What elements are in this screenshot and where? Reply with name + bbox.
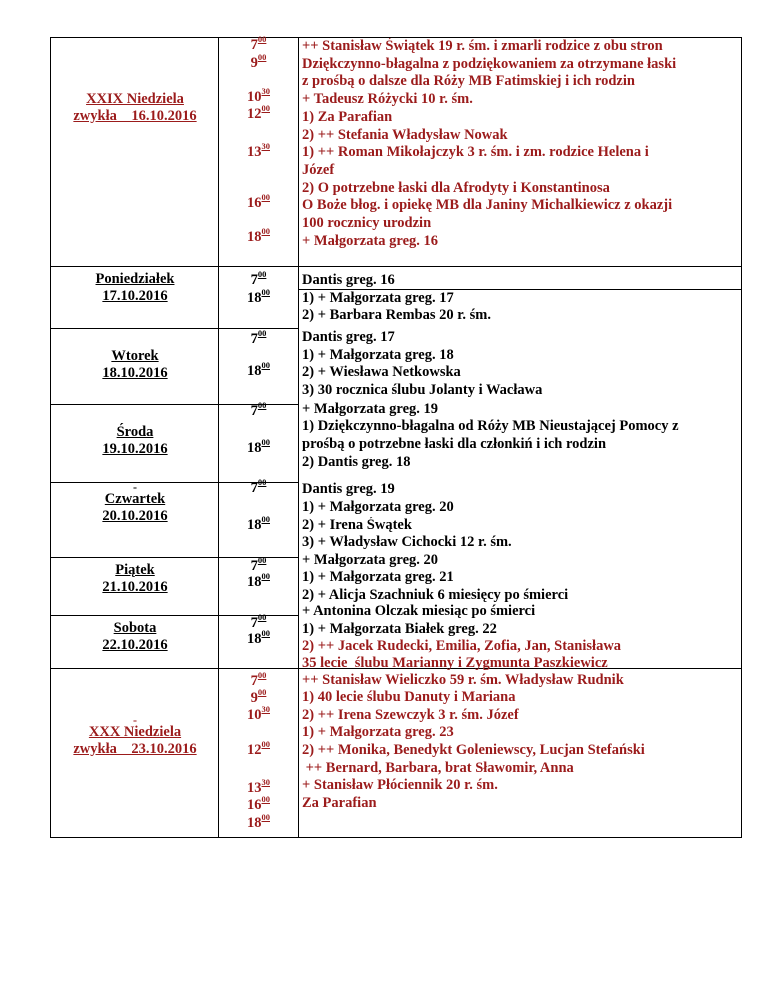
intention-line: ++ Bernard, Barbara, brat Sławomir, Anna bbox=[302, 760, 574, 776]
day-label-xxix-niedziela bbox=[52, 91, 218, 125]
intention-line: 1) Dziękczynno-błagalna od Róży MB Nieustającej Pomocy z bbox=[302, 418, 679, 434]
mass-time: $13^{30}$ bbox=[247, 777, 270, 796]
day-name: XXIX Niedziela bbox=[86, 91, 184, 107]
mass-time: $16^{00}$ bbox=[247, 794, 270, 813]
day-date: 22.10.2016 bbox=[102, 637, 168, 653]
intention-line: 1) 40 lecie ślubu Danuty i Mariana bbox=[302, 689, 516, 705]
intention-line: 1) + Małgorzata Białek greg. 22 bbox=[302, 621, 497, 637]
intention-line: + Małgorzata greg. 19 bbox=[302, 401, 439, 417]
intention-line: + Tadeusz Różycki 10 r. śm. bbox=[302, 91, 473, 108]
intention-line: 1) Za Parafian bbox=[302, 108, 393, 125]
mass-time: $12^{00}$ bbox=[247, 103, 270, 122]
mass-time: $13^{30}$ bbox=[247, 141, 270, 160]
day-label-wtorek bbox=[52, 348, 218, 382]
intention-line: 2) O potrzebne łaski dla Afrodyty i Konstantinosa bbox=[302, 179, 610, 196]
day-label-piatek bbox=[52, 562, 218, 596]
mass-time: $18^{00}$ bbox=[247, 571, 270, 590]
table-hline bbox=[50, 837, 742, 838]
intention-line: 1) + Małgorzata greg. 23 bbox=[302, 724, 454, 740]
intention-line: 35 lecie ślubu Marianny i Zygmunta Paszkiewicz bbox=[302, 655, 608, 671]
intention-line: 1) + Małgorzata greg. 18 bbox=[302, 347, 454, 363]
mass-time: $7^{00}$ bbox=[250, 555, 267, 574]
mass-time: $7^{00}$ bbox=[250, 34, 267, 53]
day-name: XXX Niedziela bbox=[88, 724, 182, 740]
mass-time: $7^{00}$ bbox=[250, 670, 267, 689]
intention-line: 3) + Władysław Cichocki 12 r. śm. bbox=[302, 534, 512, 550]
intention-line: + Małgorzata greg. 16 bbox=[302, 232, 439, 249]
mass-time: $18^{00}$ bbox=[247, 437, 270, 456]
mass-time: $18^{00}$ bbox=[247, 514, 270, 533]
day-name: Czwartek bbox=[104, 491, 166, 507]
mass-time: $18^{00}$ bbox=[247, 812, 270, 831]
intention-line: 2) + Barbara Rembas 20 r. śm. bbox=[302, 307, 491, 323]
intention-line: Dantis greg. 16 bbox=[302, 272, 395, 288]
mass-time: $10^{30}$ bbox=[247, 86, 270, 105]
intention-line: + Małgorzata greg. 20 bbox=[302, 552, 439, 568]
intention-line: 2) + Irena Śwątek bbox=[302, 517, 412, 533]
mass-time: $9^{00}$ bbox=[250, 52, 267, 71]
intention-line: prośbą o potrzebne łaski dla członkiń i ich rodzin bbox=[302, 436, 607, 452]
intention-line: Dantis greg. 17 bbox=[302, 329, 395, 345]
intention-line: 1) ++ Roman Mikołajczyk 3 r. śm. i zm. rodzice Helena i bbox=[302, 144, 649, 161]
day-date: zwykła 23.10.2016 bbox=[73, 741, 197, 757]
table-vline bbox=[50, 37, 51, 838]
mass-time: $16^{00}$ bbox=[247, 192, 270, 211]
table-vline bbox=[218, 37, 219, 838]
mass-time: $12^{00}$ bbox=[247, 739, 270, 758]
day-name: Poniedziałek bbox=[95, 271, 175, 287]
dash-mark: - bbox=[133, 480, 137, 494]
intention-line: 2) ++ Irena Szewczyk 3 r. śm. Józef bbox=[302, 707, 519, 723]
table-vline bbox=[298, 37, 299, 838]
intention-line: Za Parafian bbox=[302, 795, 377, 811]
intention-line: + Stanisław Płóciennik 20 r. śm. bbox=[302, 777, 498, 793]
mass-time: $9^{00}$ bbox=[250, 687, 267, 706]
day-label-czwartek bbox=[52, 480, 218, 525]
day-date: 21.10.2016 bbox=[102, 579, 168, 595]
intention-line: 2) + Alicja Szachniuk 6 miesięcy po śmierci bbox=[302, 587, 569, 603]
intention-line: z prośbą o dalsze dla Róży MB Fatimskiej i ich rodzin bbox=[302, 73, 635, 90]
day-date: zwykła 16.10.2016 bbox=[73, 108, 197, 124]
intention-line: Dantis greg. 19 bbox=[302, 481, 395, 497]
intention-line: 3) 30 rocznica ślubu Jolanty i Wacława bbox=[302, 382, 543, 398]
mass-time: $18^{00}$ bbox=[247, 628, 270, 647]
intention-line: 100 rocznicy urodzin bbox=[302, 215, 432, 231]
intention-line: 2) + Wiesława Netkowska bbox=[302, 364, 461, 380]
mass-time: $7^{00}$ bbox=[250, 328, 267, 347]
mass-time: $7^{00}$ bbox=[250, 400, 267, 419]
intention-line: Józef bbox=[302, 161, 335, 178]
intention-line: Dziękczynno-błagalna z podziękowaniem za otrzymane łaski bbox=[302, 55, 677, 72]
mass-time: $7^{00}$ bbox=[250, 477, 267, 496]
intention-line: 2) ++ Jacek Rudecki, Emilia, Zofia, Jan, Stanisława bbox=[302, 638, 622, 654]
mass-time: $10^{30}$ bbox=[247, 704, 270, 723]
table-hline bbox=[50, 266, 742, 267]
day-label-xxx-niedziela bbox=[52, 713, 218, 758]
day-name: Środa bbox=[116, 424, 154, 440]
mass-time: $7^{00}$ bbox=[250, 269, 267, 288]
intention-line: 1) + Małgorzata greg. 20 bbox=[302, 499, 454, 515]
intention-line: ++ Stanisław Wieliczko 59 r. śm. Władysław Rudnik bbox=[302, 672, 624, 688]
intention-line: ++ Stanisław Świątek 19 r. śm. i zmarli rodzice z obu stron bbox=[302, 38, 663, 54]
dash-mark: - bbox=[133, 713, 137, 727]
intention-line: 2) ++ Monika, Benedykt Goleniewscy, Lucjan Stefański bbox=[302, 742, 645, 758]
day-date: 19.10.2016 bbox=[102, 441, 168, 457]
day-name: Piątek bbox=[115, 562, 155, 578]
day-name: Sobota bbox=[113, 620, 157, 636]
mass-time: $18^{00}$ bbox=[247, 287, 270, 306]
day-date: 17.10.2016 bbox=[102, 288, 168, 304]
mass-time: $18^{00}$ bbox=[247, 226, 270, 245]
day-label-sroda bbox=[52, 424, 218, 458]
intention-line: 1) + Małgorzata greg. 21 bbox=[302, 569, 454, 585]
intention-line: 1) + Małgorzata greg. 17 bbox=[302, 290, 454, 306]
intentions-table bbox=[50, 34, 742, 838]
day-name: Wtorek bbox=[111, 348, 159, 364]
mass-time: $7^{00}$ bbox=[250, 612, 267, 631]
intention-line: + Antonina Olczak miesiąc po śmierci bbox=[302, 603, 536, 619]
day-label-poniedzialek bbox=[52, 271, 218, 305]
day-label-sobota bbox=[52, 620, 218, 654]
mass-time: $18^{00}$ bbox=[247, 360, 270, 379]
intention-line: 2) ++ Stefania Władysław Nowak bbox=[302, 126, 508, 143]
day-date: 18.10.2016 bbox=[102, 365, 168, 381]
intention-line: O Boże błog. i opiekę MB dla Janiny Michalkiewicz z okazji bbox=[302, 197, 673, 214]
day-date: 20.10.2016 bbox=[102, 508, 168, 524]
intention-line: 2) Dantis greg. 18 bbox=[302, 454, 411, 470]
